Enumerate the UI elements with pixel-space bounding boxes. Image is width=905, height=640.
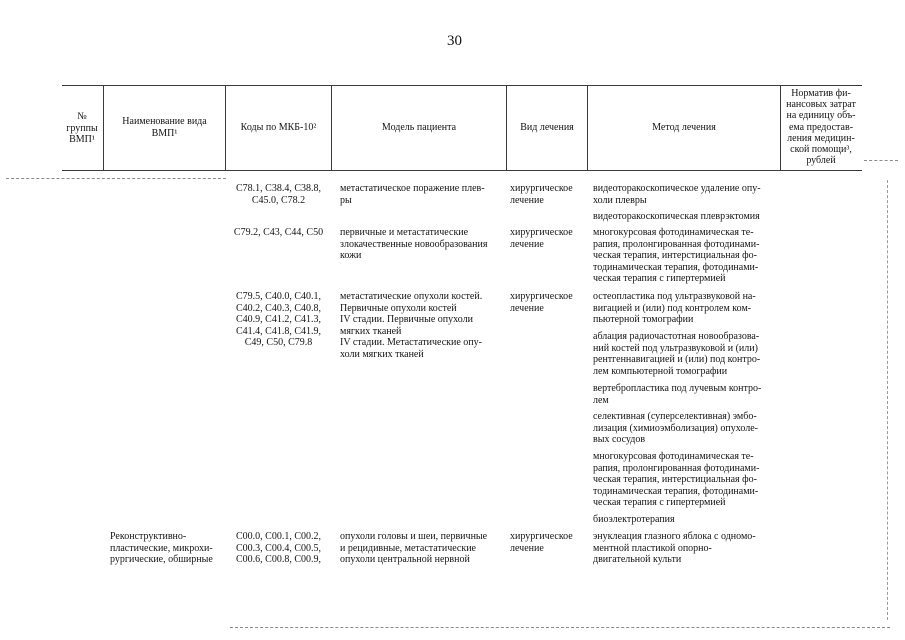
row-codes: C79.5, C40.0, C40.1, C40.2, C40.3, C40.8, C40.9, C41.2, C41.3, C41.4, C41.8, C41.9, C49, C50, C79.8 bbox=[235, 291, 321, 348]
scan-line-bottom bbox=[230, 627, 890, 628]
method-item: видеоторакоскопическая плеврэктомия bbox=[593, 211, 760, 222]
header-vmp-name: Наименование вида ВМП¹ bbox=[122, 116, 207, 139]
row-vmp-name: Реконструктивно- пластические, микрохи- рургические, обширные bbox=[110, 531, 213, 565]
header-treatment-type: Вид лечения bbox=[520, 122, 574, 133]
row-model: опухоли головы и шеи, первичные и рецидивные, метастатические опухоли центральной нервной bbox=[340, 531, 488, 565]
method-item: биоэлектротерапия bbox=[593, 514, 675, 525]
method-item: многокурсовая фотодинамическая те- рапия, пролонгированная фотодинами- ческая терапия, интерстициальная фо- тодинамическая терапия, фотодинами- ческая терапия с гипертермией bbox=[593, 451, 760, 508]
method-item: многокурсовая фотодинамическая те- рапия, пролонгированная фотодинами- ческая терапия, интерстициальная фо- тодинамическая терапия, фотодинами- ческая терапия с гипертермией bbox=[593, 227, 760, 284]
header-top-border bbox=[62, 85, 862, 86]
header-patient-model: Модель пациента bbox=[381, 122, 457, 133]
scan-line-right bbox=[864, 160, 898, 161]
row-type: хирургическое лечение bbox=[510, 183, 573, 206]
method-item: энуклеация глазного яблока с одномо- ментной пластикой опорно- двигательной культи bbox=[593, 531, 756, 565]
method-item: остеопластика под ультразвуковой на- вигацией и (или) под контролем ком- пьютерной томографии bbox=[593, 291, 756, 325]
row-model: метастатические опухоли костей. Первичные опухоли костей IV стадии. Первичные опухоли мягких тканей IV стадии. Метастатические опу- холи мягких тканей bbox=[340, 291, 483, 360]
row-model: первичные и метастатические злокачественные новообразования кожи bbox=[340, 227, 488, 261]
method-item: аблация радиочастотная новообразова- ний костей под ультразвуковой и (или) рентгеннавигацией и (или) под контро- лем компьютерной томографии bbox=[593, 331, 761, 377]
method-item: видеоторакоскопическое удаление опу- холи плевры bbox=[593, 183, 761, 206]
row-type: хирургическое лечение bbox=[510, 227, 573, 250]
row-codes: C00.0, C00.1, C00.2, C00.3, C00.4, C00.5, C00.6, C00.8, C00.9, bbox=[235, 531, 321, 565]
header-bottom-border bbox=[62, 170, 862, 171]
scan-line-left bbox=[6, 178, 226, 179]
method-item: вертебропластика под лучевым контро- лем bbox=[593, 383, 762, 406]
row-type: хирургическое лечение bbox=[510, 531, 573, 554]
header-icd-codes: Коды по МКБ-10² bbox=[240, 122, 317, 133]
scan-line-edge bbox=[887, 180, 888, 620]
row-codes: C79.2, C43, C44, C50 bbox=[233, 227, 324, 238]
page-number: 30 bbox=[447, 33, 462, 49]
row-model: метастатическое поражение плев- ры bbox=[340, 183, 485, 206]
header-cost-norm: Норматив фи- нансовых затрат на единицу объ- ема предостав- ления медицин- ской помощи³, рублей bbox=[786, 88, 856, 167]
header-treatment-method: Метод лечения bbox=[652, 122, 716, 133]
method-item: селективная (суперселективная) эмбо- лизация (химиоэмболизация) опухоле- вых сосудов bbox=[593, 411, 758, 445]
header-group-number: № группы ВМП¹ bbox=[66, 111, 98, 145]
row-type: хирургическое лечение bbox=[510, 291, 573, 314]
row-codes: C78.1, C38.4, C38.8, C45.0, C78.2 bbox=[235, 183, 321, 206]
